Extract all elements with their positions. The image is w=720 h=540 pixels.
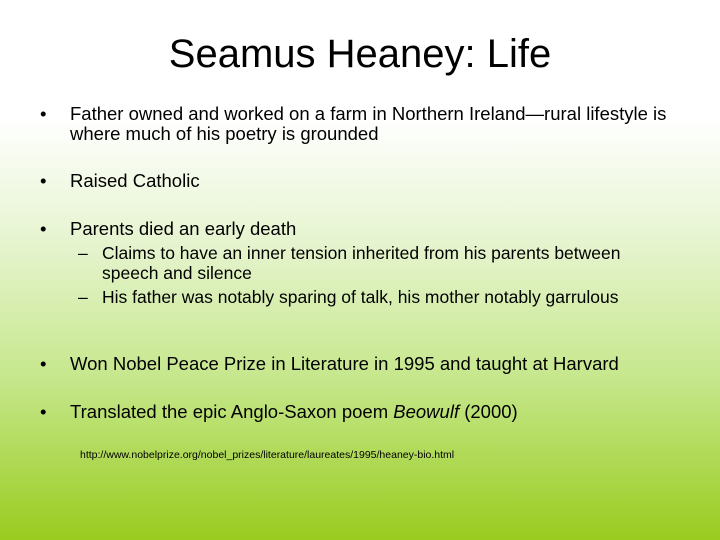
bullet-marker: • — [40, 401, 47, 422]
bullet-text-part: Translated the epic Anglo-Saxon poem — [70, 401, 394, 422]
bullet-marker: • — [40, 353, 47, 374]
sub-bullet-text: His father was notably sparing of talk, his mother notably garrulous — [102, 287, 619, 307]
bullet-marker: • — [40, 103, 47, 124]
bullet-text: Raised Catholic — [70, 170, 200, 191]
book-title: Beowulf — [393, 401, 460, 422]
source-link[interactable]: http://www.nobelprize.org/nobel_prizes/literature/laureates/1995/heaney-bio.html — [80, 449, 455, 461]
sub-bullet-text: Claims to have an inner tension inherited from his parents between speech and silence — [102, 243, 621, 283]
bullet-text: Father owned and worked on a farm in Northern Ireland—rural lifestyle is where much of his poetry is grounded — [70, 103, 667, 144]
bullet-text: Parents died an early death — [70, 218, 297, 239]
sub-bullet-marker: – — [78, 243, 88, 263]
sub-bullet-marker: – — [78, 287, 88, 307]
bullet-text-part: (2000) — [459, 401, 518, 422]
bullet-marker: • — [40, 170, 47, 191]
slide-title: Seamus Heaney: Life — [168, 32, 552, 76]
bullet-marker: • — [40, 218, 47, 239]
bullet-text: Won Nobel Peace Prize in Literature in 1995 and taught at Harvard — [70, 353, 619, 374]
bullet-text — [70, 402, 680, 422]
